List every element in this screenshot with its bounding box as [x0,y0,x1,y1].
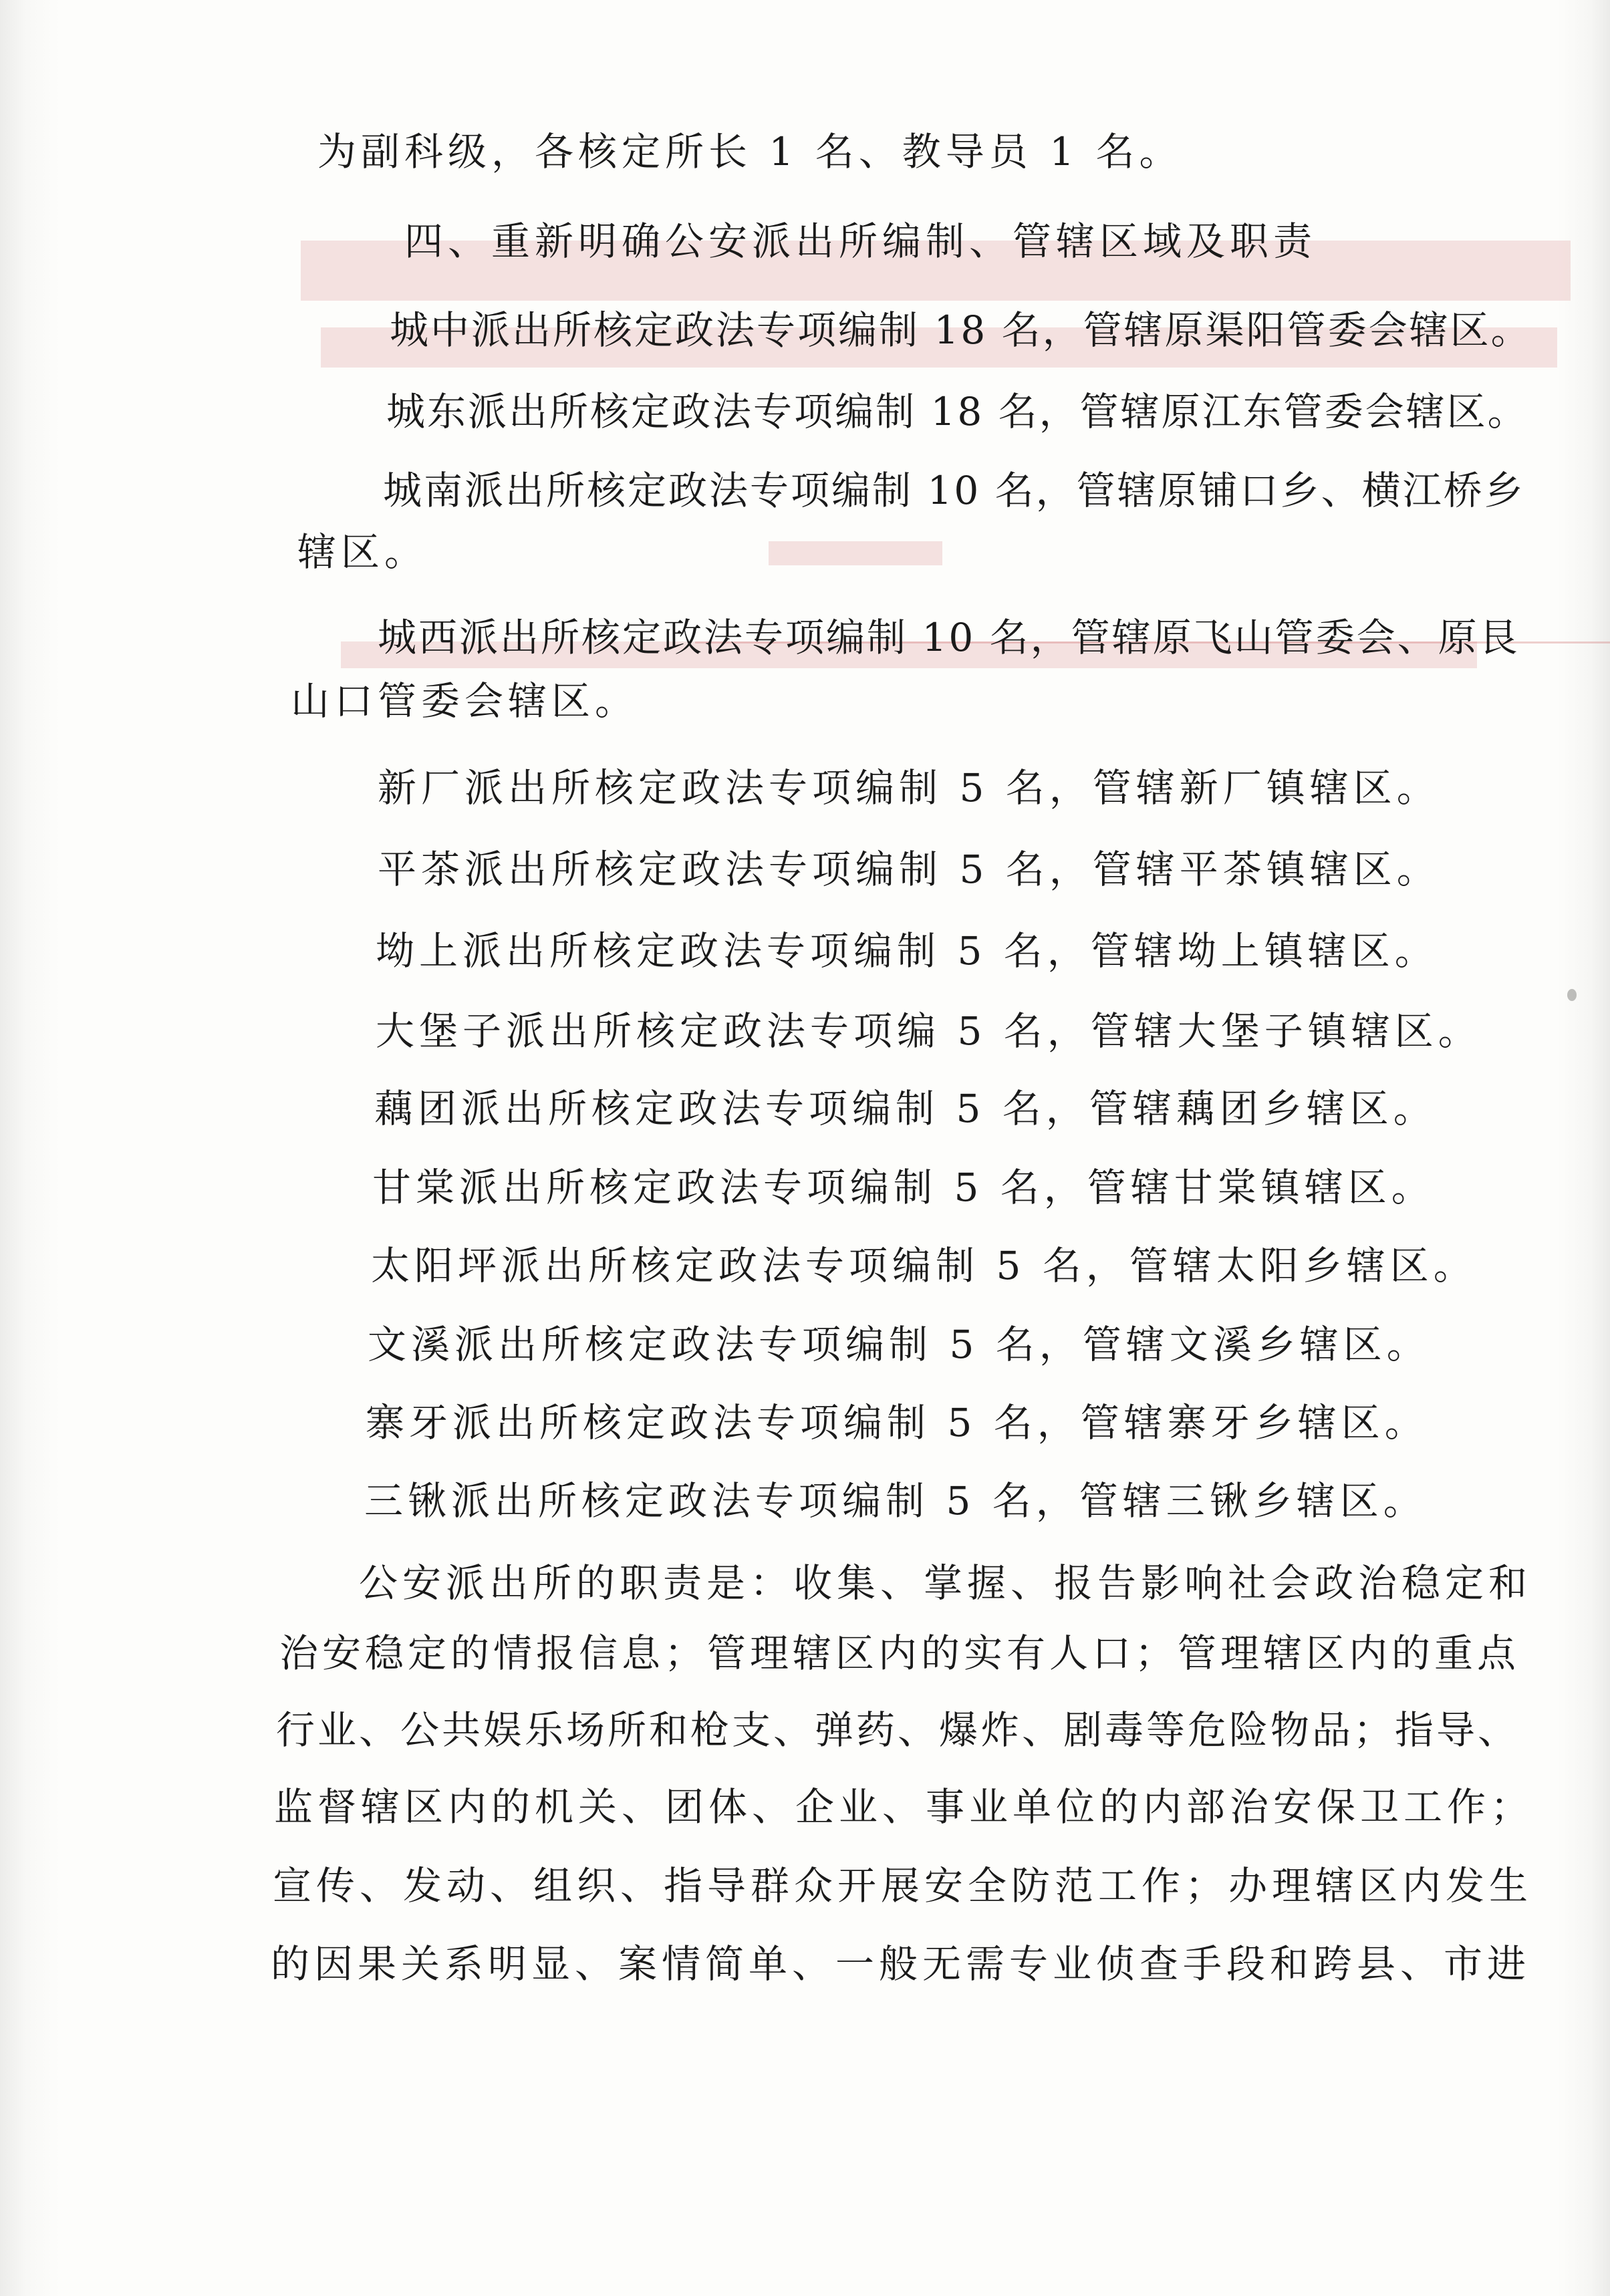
text-line-5: 城南派出所核定政法专项编制 10 名，管辖原铺口乡、横江桥乡 [383,468,1525,513]
text-line-6: 辖区。 [297,529,428,575]
text-line-3: 城中派出所核定政法专项编制 18 名，管辖原渠阳管委会辖区。 [390,307,1532,353]
text-line-1: 为副科级，各核定所长 1 名、教导员 1 名。 [317,129,1183,174]
text-line-22: 监督辖区内的机关、团体、企业、事业单位的内部治安保卫工作； [274,1784,1534,1830]
text-line-11: 坳上派出所核定政法专项编制 5 名，管辖坳上镇辖区。 [376,928,1438,974]
text-line-12: 大堡子派出所核定政法专项编 5 名，管辖大堡子镇辖区。 [376,1008,1482,1054]
section-heading: 四、重新明确公安派出所编制、管辖区域及职责 [404,219,1317,264]
text-line-13: 藕团派出所核定政法专项编制 5 名，管辖藕团乡辖区。 [374,1086,1437,1131]
text-line-8: 山口管委会辖区。 [291,678,639,724]
text-line-19: 公安派出所的职责是：收集、掌握、报告影响社会政治稳定和 [359,1560,1532,1606]
text-line-21: 行业、公共娱乐场所和枪支、弹药、爆炸、剧毒等危险物品；指导、 [276,1707,1520,1753]
text-line-10: 平茶派出所核定政法专项编制 5 名，管辖平茶镇辖区。 [378,847,1440,892]
text-line-4: 城东派出所核定政法专项编制 18 名，管辖原江东管委会辖区。 [386,389,1528,434]
text-line-15: 太阳坪派出所核定政法专项编制 5 名，管辖太阳乡辖区。 [371,1243,1477,1288]
text-line-23: 宣传、发动、组织、指导群众开展安全防范工作；办理辖区内发生 [273,1863,1533,1908]
text-line-18: 三锹派出所核定政法专项编制 5 名，管辖三锹乡辖区。 [364,1478,1427,1524]
scan-speck [1567,989,1577,1001]
text-line-9: 新厂派出所核定政法专项编制 5 名，管辖新厂镇辖区。 [378,765,1440,811]
text-line-20: 治安稳定的情报信息；管理辖区内的实有人口；管理辖区内的重点 [279,1630,1520,1676]
text-line-17: 寨牙派出所核定政法专项编制 5 名，管辖寨牙乡辖区。 [366,1400,1428,1445]
text-line-16: 文溪派出所核定政法专项编制 5 名，管辖文溪乡辖区。 [368,1322,1430,1367]
text-line-7: 城西派出所核定政法专项编制 10 名，管辖原飞山管委会、原艮 [378,615,1520,660]
text-line-14: 甘棠派出所核定政法专项编制 5 名，管辖甘棠镇辖区。 [372,1165,1435,1210]
text-line-24: 的因果关系明显、案情简单、一般无需专业侦查手段和跨县、市进 [271,1941,1531,1987]
